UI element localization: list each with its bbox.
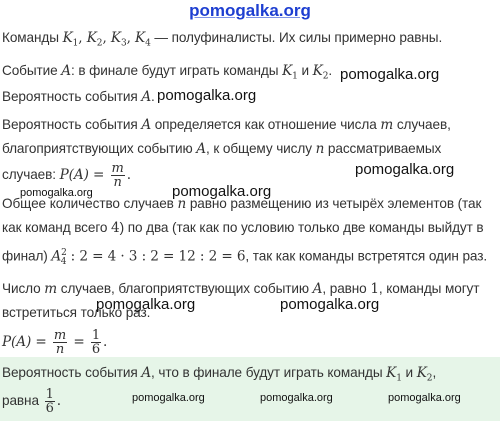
watermark: pomogalka.org	[96, 296, 196, 313]
paragraph-definition-formula: случаев: P(A) = $\frac{m}{n}$ .	[2, 160, 131, 190]
paragraph-definition-line2: благоприятствующих событию A, к общему числу n рассматриваемых	[2, 141, 442, 157]
answer-line2: равна $\frac{1}{6}$ .	[2, 386, 61, 416]
watermark: pomogalka.org	[157, 87, 257, 104]
paragraph-favorable-line1: Число m случаев, благоприятствующих событию A, равно 1, команды могут	[2, 281, 480, 297]
watermark-small: pomogalka.org	[260, 392, 333, 404]
paragraph-total-cases-line2: как команд всего 4) по два (так как по условию только две команды выйдут в	[2, 220, 484, 236]
watermark-small: pomogalka.org	[132, 392, 205, 404]
watermark: pomogalka.org	[280, 296, 380, 313]
watermark-small: pomogalka.org	[20, 187, 93, 199]
paragraph-total-cases-line1: Общее количество случаев n равно размещению из четырёх элементов (так	[2, 196, 482, 212]
watermark-top: pomogalka.org	[189, 1, 311, 20]
paragraph-favorable-line2: встретиться только раз.	[2, 305, 151, 320]
paragraph-event-probability: Вероятность события A.	[2, 89, 155, 105]
watermark-small: pomogalka.org	[388, 392, 461, 404]
watermark: pomogalka.org	[172, 183, 272, 200]
watermark: pomogalka.org	[355, 161, 455, 178]
paragraph-definition-line1: Вероятность события A определяется как отношение числа m случаев,	[2, 117, 451, 133]
paragraph-total-cases-line3: финал) $A^2_4$ : 2 = 4 · 3 : 2 = 12 : 2 = 6, так как команды встретятся один раз.	[2, 248, 488, 268]
fraction-m-over-n: $\frac{m}{n}$	[53, 327, 67, 357]
paragraph-event-definition: Событие A: в финале будут играть команды $K_1$ и $K_2$.	[2, 63, 333, 82]
answer-line1: Вероятность события A, что в финале будут играть команды $K_1$ и $K_2$,	[2, 365, 437, 384]
fraction-one-sixth: $\frac{1}{6}$	[45, 386, 54, 416]
watermark: pomogalka.org	[340, 66, 440, 83]
probability-formula: P(A) = $\frac{m}{n}$ = $\frac{1}{6}$ .	[2, 327, 108, 357]
fraction-m-over-n: $\frac{m}{n}$	[111, 160, 124, 190]
fraction-one-sixth: $\frac{1}{6}$	[91, 327, 101, 357]
paragraph-semifinalists: Команды $K_1$, $K_2$, $K_3$, $K_4$ — полуфиналисты. Их силы примерно равны.	[2, 30, 443, 49]
